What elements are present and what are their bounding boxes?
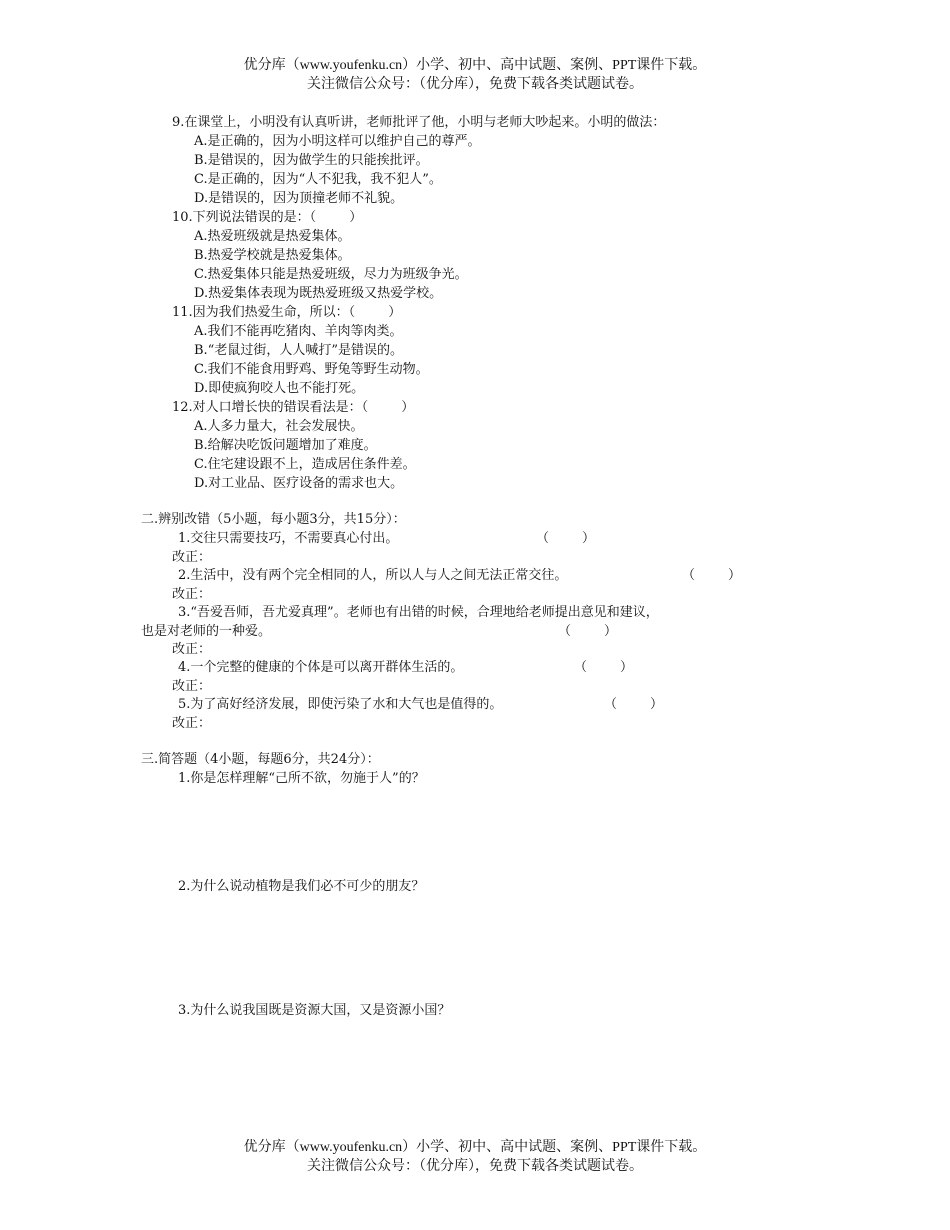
short-answer-question: 3.为什么说我国既是资源大国，又是资源小国？: [178, 1003, 451, 1018]
question-stem: 9.在课堂上，小明没有认真听讲，老师批评了他，小明与老师大吵起来。小明的做法：: [172, 115, 666, 130]
question-stem: 11.因为我们热爱生命，所以：（ ）: [172, 305, 402, 320]
question-option: B.“老鼠过街，人人喊打”是错误的。: [194, 343, 403, 358]
question-option: A.是正确的，因为小明这样可以维护自己的尊严。: [194, 134, 481, 149]
question-option: B.给解决吃饭问题增加了难度。: [194, 438, 377, 453]
question-option: A.热爱班级就是热爱集体。: [194, 229, 351, 244]
question-option: C.热爱集体只能是热爱班级，尽力为班级争光。: [194, 267, 468, 282]
footer-line-1: 优分库（www.youfenku.cn）小学、初中、高中试题、案例、PPT课件下载。: [243, 1140, 707, 1155]
judgement-item: 4.一个完整的健康的个体是可以离开群体生活的。: [178, 660, 464, 675]
short-answer-question: 2.为什么说动植物是我们必不可少的朋友？: [178, 879, 425, 894]
answer-bracket: （ ）: [536, 531, 596, 546]
correction-label: 改正：: [172, 550, 212, 565]
question-option: C.住宅建设跟不上，造成居住条件差。: [194, 457, 416, 472]
judgement-item-continuation: 也是对老师的一种爱。: [141, 624, 272, 639]
question-option: D.对工业品、医疗设备的需求也大。: [194, 476, 404, 491]
answer-bracket: （ ）: [574, 660, 634, 675]
question-option: C.我们不能食用野鸡、野兔等野生动物。: [194, 362, 429, 377]
footer-line-2: 关注微信公众号：（优分库），免费下载各类试题试卷。: [307, 1159, 643, 1174]
question-option: D.热爱集体表现为既热爱班级又热爱学校。: [194, 286, 443, 301]
correction-label: 改正：: [172, 642, 212, 657]
judgement-item: 1.交往只需要技巧，不需要真心付出。: [178, 531, 399, 546]
question-option: A.人多力量大，社会发展快。: [194, 419, 364, 434]
correction-label: 改正：: [172, 716, 212, 731]
question-stem: 10.下列说法错误的是：（ ）: [172, 210, 363, 225]
question-option: C.是正确的，因为“人不犯我，我不犯人”。: [194, 172, 442, 187]
short-answer-question: 1.你是怎样理解“己所不欲，勿施于人”的？: [178, 771, 425, 786]
answer-bracket: （ ）: [682, 568, 742, 583]
answer-bracket: （ ）: [558, 624, 618, 639]
judgement-item: 2.生活中，没有两个完全相同的人，所以人与人之间无法正常交往。: [178, 568, 568, 583]
answer-bracket: （ ）: [604, 697, 664, 712]
page-header: [0, 56, 950, 94]
section-title: 三.简答题（4小题，每题6分，共24分）：: [141, 752, 380, 767]
judgement-item: 5.为了高好经济发展，即使污染了水和大气也是值得的。: [178, 697, 503, 712]
correction-label: 改正：: [172, 587, 212, 602]
question-option: D.即使疯狗咬人也不能打死。: [194, 381, 365, 396]
judgement-item: 3.“吾爱吾师，吾尤爱真理”。老师也有出错的时候，合理地给老师提出意见和建议，: [178, 605, 659, 620]
question-stem: 12.对人口增长快的错误看法是：（ ）: [172, 400, 415, 415]
section-title: 二.辨别改错（5小题，每小题3分，共15分）：: [141, 512, 406, 527]
header-line-2: 关注微信公众号：（优分库），免费下载各类试题试卷。: [307, 77, 643, 92]
question-option: B.热爱学校就是热爱集体。: [194, 248, 351, 263]
correction-label: 改正：: [172, 679, 212, 694]
question-option: D.是错误的，因为顶撞老师不礼貌。: [194, 191, 404, 206]
header-line-1: 优分库（www.youfenku.cn）小学、初中、高中试题、案例、PPT课件下载。: [243, 58, 707, 73]
question-option: A.我们不能再吃猪肉、羊肉等肉类。: [194, 324, 403, 339]
question-option: B.是错误的，因为做学生的只能挨批评。: [194, 153, 429, 168]
page-footer: [0, 1138, 950, 1176]
